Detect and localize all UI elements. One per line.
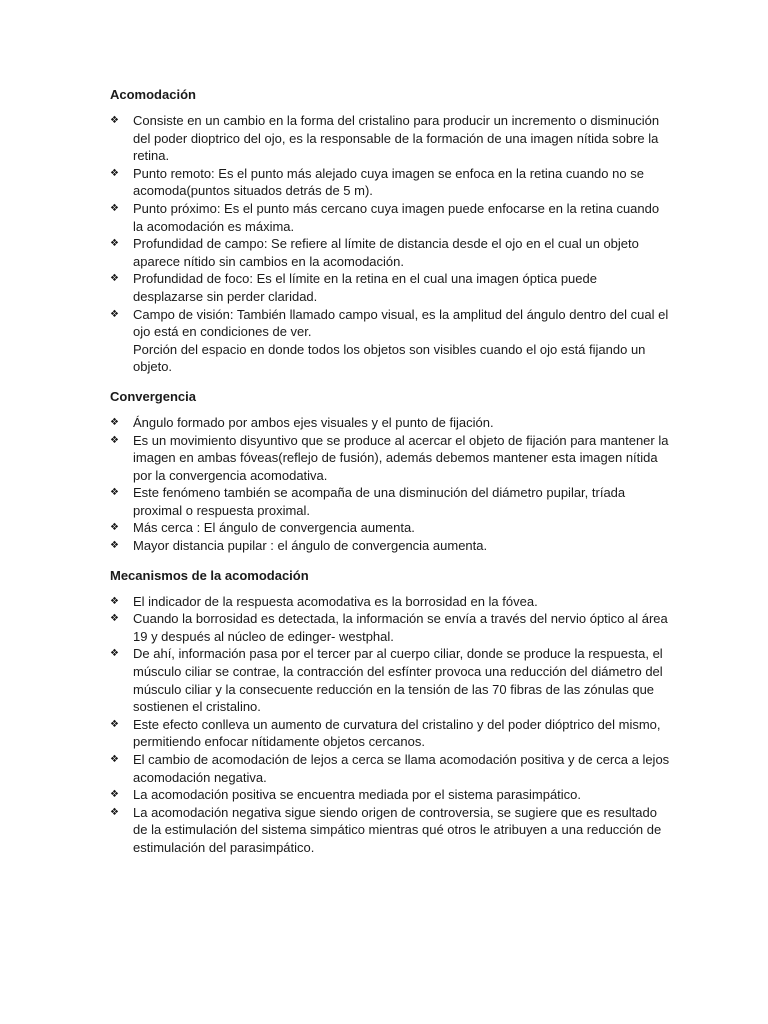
item-text: Mayor distancia pupilar : el ángulo de convergencia aumenta. bbox=[133, 538, 488, 554]
diamond-bullet-icon: ❖ bbox=[110, 202, 119, 214]
item-text: Este efecto conlleva un aumento de curvatura del cristalino y del poder dióptrico del mismo, permitiendo enfocar nítidamente objetos cercanos. bbox=[133, 716, 661, 750]
list-item bbox=[110, 537, 670, 555]
diamond-bullet-icon: ❖ bbox=[110, 308, 119, 320]
list-item bbox=[110, 804, 670, 857]
list-item bbox=[110, 645, 670, 715]
document-body bbox=[110, 86, 670, 869]
list-item bbox=[110, 414, 670, 432]
list-item bbox=[110, 751, 670, 786]
item-text: Ángulo formado por ambos ejes visuales y el punto de fijación. bbox=[133, 414, 494, 430]
list-item bbox=[110, 519, 670, 537]
list-item bbox=[110, 112, 670, 165]
bullet-list bbox=[110, 112, 670, 376]
bullet-list bbox=[110, 593, 670, 857]
section-mecanismos bbox=[110, 567, 670, 857]
diamond-bullet-icon: ❖ bbox=[110, 434, 119, 446]
item-text: Punto remoto: Es el punto más alejado cuya imagen se enfoca en la retina cuando no se acomoda(puntos situados detrás de 5 m). bbox=[133, 165, 644, 199]
item-text: El cambio de acomodación de lejos a cerca se llama acomodación positiva y de cerca a lejos acomodación negativa. bbox=[133, 752, 670, 785]
diamond-bullet-icon: ❖ bbox=[110, 789, 119, 801]
list-item bbox=[110, 610, 670, 645]
list-item bbox=[110, 716, 670, 751]
diamond-bullet-icon: ❖ bbox=[110, 754, 119, 765]
diamond-bullet-icon: ❖ bbox=[110, 718, 119, 730]
diamond-bullet-icon: ❖ bbox=[110, 115, 119, 126]
diamond-bullet-icon: ❖ bbox=[110, 487, 119, 499]
diamond-bullet-icon: ❖ bbox=[110, 522, 119, 534]
section-convergencia bbox=[110, 388, 670, 555]
section-heading: Convergencia bbox=[110, 388, 196, 404]
section-heading: Mecanismos de la acomodación bbox=[110, 567, 309, 583]
list-item bbox=[110, 200, 670, 235]
item-text: El indicador de la respuesta acomodativa es la borrosidad en la fóvea. bbox=[133, 593, 538, 609]
diamond-bullet-icon: ❖ bbox=[110, 648, 119, 660]
item-text: Consiste en un cambio en la forma del cristalino para producir un incremento o disminución del poder dioptrico del ojo, es la responsable de la formación de una imagen nítida sobre la retina. bbox=[133, 113, 660, 164]
list-item bbox=[110, 235, 670, 270]
item-text: Este fenómeno también se acompaña de una disminución del diámetro pupilar, tríada proximal o respuesta proximal. bbox=[133, 485, 626, 518]
section-acomodacion bbox=[110, 86, 670, 376]
item-text: Profundidad de foco: Es el límite en la retina en el cual una imagen óptica puede desplazarse sin perder claridad. bbox=[133, 271, 597, 304]
item-text: Es un movimiento disyuntivo que se produce al acercar el objeto de fijación para mantener la imagen en ambas fóveas(reflejo de fusión), además debemos mantener esta imagen nítida por la convergencia acomodativa. bbox=[133, 432, 669, 483]
list-item bbox=[110, 432, 670, 485]
list-item bbox=[110, 786, 670, 804]
diamond-bullet-icon: ❖ bbox=[110, 273, 119, 285]
item-text: La acomodación positiva se encuentra mediada por el sistema parasimpático. bbox=[133, 787, 582, 803]
diamond-bullet-icon: ❖ bbox=[110, 806, 119, 818]
item-text: Más cerca : El ángulo de convergencia aumenta. bbox=[133, 520, 415, 536]
diamond-bullet-icon: ❖ bbox=[110, 595, 119, 607]
list-item bbox=[110, 270, 670, 305]
diamond-bullet-icon: ❖ bbox=[110, 613, 119, 625]
item-text: Cuando la borrosidad es detectada, la información se envía a través del nervio óptico al área 19 y después al núcleo de edinger- westphal. bbox=[133, 611, 668, 644]
diamond-bullet-icon: ❖ bbox=[110, 167, 119, 179]
item-text: Campo de visión: También llamado campo visual, es la amplitud del ángulo dentro del cual el ojo está en condiciones de ver. bbox=[133, 306, 669, 340]
list-item bbox=[110, 306, 670, 376]
item-text: La acomodación negativa sigue siendo origen de controversia, se sugiere que es resultado de la estimulación del sistema simpático mientras qué otros le atribuyen a una reducción de estimulación del parasimpático. bbox=[133, 804, 662, 855]
list-item bbox=[110, 484, 670, 519]
item-text: Punto próximo: Es el punto más cercano cuya imagen puede enfocarse en la retina cuando la acomodación es máxima. bbox=[133, 200, 660, 234]
item-text: Profundidad de campo: Se refiere al límite de distancia desde el ojo en el cual un objeto aparece nítido sin cambios en la acomodación. bbox=[133, 236, 639, 269]
diamond-bullet-icon: ❖ bbox=[110, 238, 119, 250]
bullet-list bbox=[110, 414, 670, 555]
diamond-bullet-icon: ❖ bbox=[110, 540, 119, 552]
section-heading: Acomodación bbox=[110, 87, 196, 102]
item-text: De ahí, información pasa por el tercer par al cuerpo ciliar, donde se produce la respuesta, el músculo ciliar se contrae, la contracción del esfínter provoca una reducción del diámetro del músculo ciliar y la consecuente reducción en la tensión de las 70 fibras de las zónulas que sostienen el cristalino. bbox=[133, 646, 663, 715]
diamond-bullet-icon: ❖ bbox=[110, 416, 119, 428]
list-item bbox=[110, 165, 670, 200]
item-continuation-text: Porción del espacio en donde todos los objetos son visibles cuando el ojo está fijando un objeto. bbox=[133, 341, 646, 375]
list-item bbox=[110, 593, 670, 611]
